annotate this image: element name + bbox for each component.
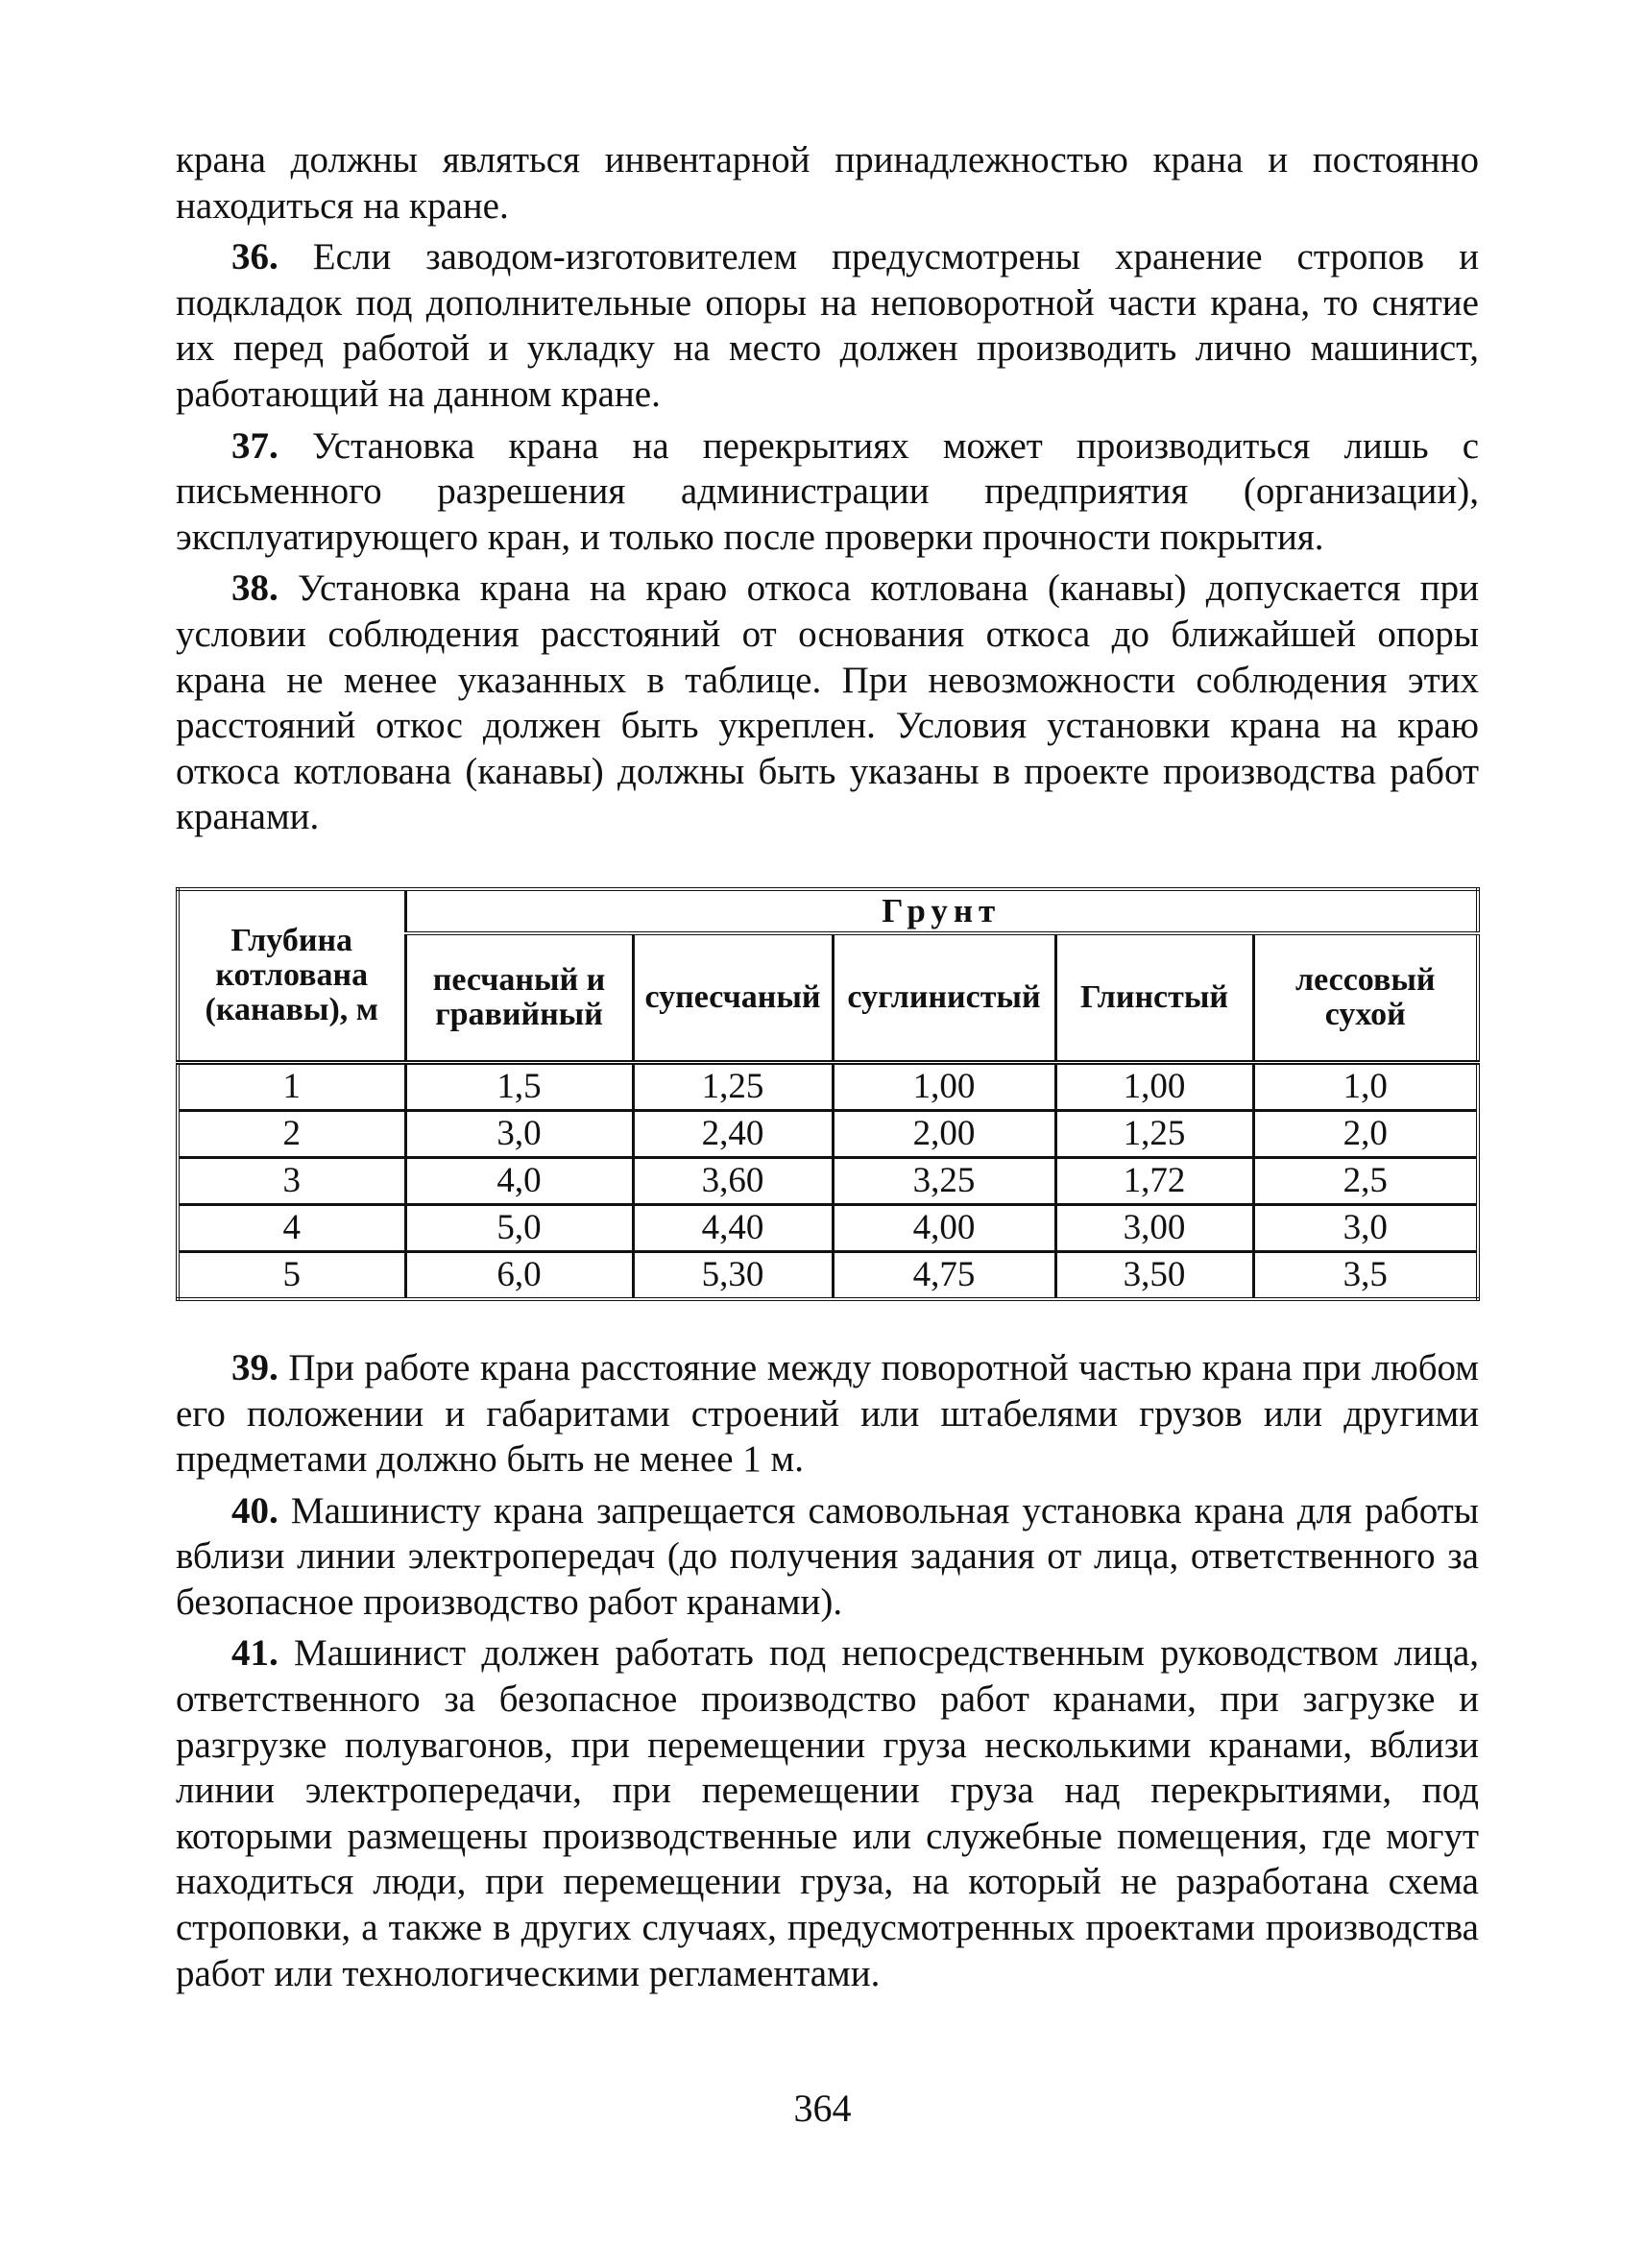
table-row <box>178 1204 1478 1251</box>
value-cell: 2,5 <box>1253 1157 1478 1204</box>
value-cell: 3,0 <box>1253 1204 1478 1251</box>
paragraph-continuation <box>176 137 1479 229</box>
value-cell: 3,0 <box>405 1110 633 1157</box>
value-cell: 2,0 <box>1253 1110 1478 1157</box>
value-cell: 1,0 <box>1253 1062 1478 1110</box>
paragraph-number: 41. <box>231 1632 278 1675</box>
value-cell: 3,00 <box>1055 1204 1253 1251</box>
value-cell: 1,00 <box>833 1062 1055 1110</box>
value-cell: 3,50 <box>1055 1251 1253 1299</box>
value-cell: 2,00 <box>833 1110 1055 1157</box>
paragraph-text: Машинист должен работать под непосредственным руководством лица, ответственного за безопасное производство работ кранами, при загрузке и разгрузке полувагонов, при перемещении груза несколькими кранами, вблизи линии электропередачи, при перемещении груза над перекрытиями, под которыми размещены производственные или служебные помещения, где могут находиться люди, при перемещении груза, на который не разработана схема строповки, а также в других случаях, предусмотренных проектами производства работ или технологическими регламентами. <box>176 1632 1479 1994</box>
paragraph-37 <box>176 423 1479 561</box>
depth-cell: 2 <box>178 1110 405 1157</box>
paragraph-number: 39. <box>231 1346 278 1388</box>
table-row <box>178 1110 1478 1157</box>
value-cell: 1,5 <box>405 1062 633 1110</box>
value-cell: 4,40 <box>633 1204 833 1251</box>
paragraph-39 <box>176 1345 1479 1483</box>
page-number: 364 <box>793 2087 852 2130</box>
value-cell: 4,75 <box>833 1251 1055 1299</box>
column-header: суглинистый <box>833 933 1055 1063</box>
paragraph-text: крана должны являться инвентарной принадлежностью крана и постоянно находиться на кране. <box>176 139 1479 227</box>
value-cell: 3,60 <box>633 1157 833 1204</box>
depth-cell: 5 <box>178 1251 405 1299</box>
paragraph-number: 40. <box>231 1489 278 1532</box>
soil-group-header: Грунт <box>405 889 1478 933</box>
paragraph-text: Установка крана на краю откоса котлована (канавы) допускается при условии соблюдения расстояний от основания откоса до ближайшей опоры крана не менее указанных в таблице. При невозможности соблюдения этих расстояний откос должен быть укреплен. Условия установки крана на краю откоса котлована (канавы) должны быть указаны в проекте производства работ кранами. <box>176 567 1480 838</box>
paragraph-number: 37. <box>231 424 278 467</box>
table-row <box>178 1062 1478 1110</box>
column-header: Глинстый <box>1055 933 1253 1063</box>
paragraph-38 <box>176 566 1479 840</box>
depth-cell: 4 <box>178 1204 405 1251</box>
value-cell: 6,0 <box>405 1251 633 1299</box>
value-cell: 5,30 <box>633 1251 833 1299</box>
value-cell: 4,0 <box>405 1157 633 1204</box>
column-header: лессовый сухой <box>1253 933 1478 1063</box>
paragraph-number: 36. <box>231 236 278 278</box>
soil-distance-table-wrapper <box>176 887 1479 1301</box>
soil-distance-table <box>176 887 1480 1301</box>
value-cell: 1,72 <box>1055 1157 1253 1204</box>
table-row <box>178 1251 1478 1299</box>
value-cell: 3,5 <box>1253 1251 1478 1299</box>
paragraph-text: Машинисту крана запрещается самовольная установка крана для работы вблизи линии электропередач (до получения задания от лица, ответственного за безопасное производство работ кранами). <box>176 1489 1479 1623</box>
value-cell: 1,25 <box>1055 1110 1253 1157</box>
table-row <box>178 1157 1478 1204</box>
column-header: супесчаный <box>633 933 833 1063</box>
column-header: песчаный и гравийный <box>405 933 633 1063</box>
value-cell: 3,25 <box>833 1157 1055 1204</box>
document-page <box>176 137 1479 1996</box>
paragraph-36 <box>176 234 1479 417</box>
depth-cell: 1 <box>178 1062 405 1110</box>
paragraph-text: Если заводом-изготовителем предусмотрены хранение стропов и подкладок под дополнительные опоры на неповоротной части крана, то снятие их перед работой и укладку на место должен производить лично машинист, работающий на данном кране. <box>176 236 1479 415</box>
depth-header: Глубина котлована (канавы), м <box>178 889 405 1063</box>
paragraph-text: Установка крана на перекрытиях может производиться лишь с письменного разрешения администрации предприятия (организации), эксплуатирующего кран, и только после проверки прочности покрытия. <box>176 424 1479 558</box>
value-cell: 1,25 <box>633 1062 833 1110</box>
paragraph-40 <box>176 1488 1479 1626</box>
depth-cell: 3 <box>178 1157 405 1204</box>
paragraph-text: При работе крана расстояние между поворотной частью крана при любом его положении и габаритами строений или штабелями грузов или другими предметами должно быть не менее 1 м. <box>176 1346 1479 1481</box>
value-cell: 4,00 <box>833 1204 1055 1251</box>
paragraph-number: 38. <box>231 567 278 610</box>
value-cell: 5,0 <box>405 1204 633 1251</box>
value-cell: 2,40 <box>633 1110 833 1157</box>
value-cell: 1,00 <box>1055 1062 1253 1110</box>
paragraph-41 <box>176 1630 1479 1996</box>
